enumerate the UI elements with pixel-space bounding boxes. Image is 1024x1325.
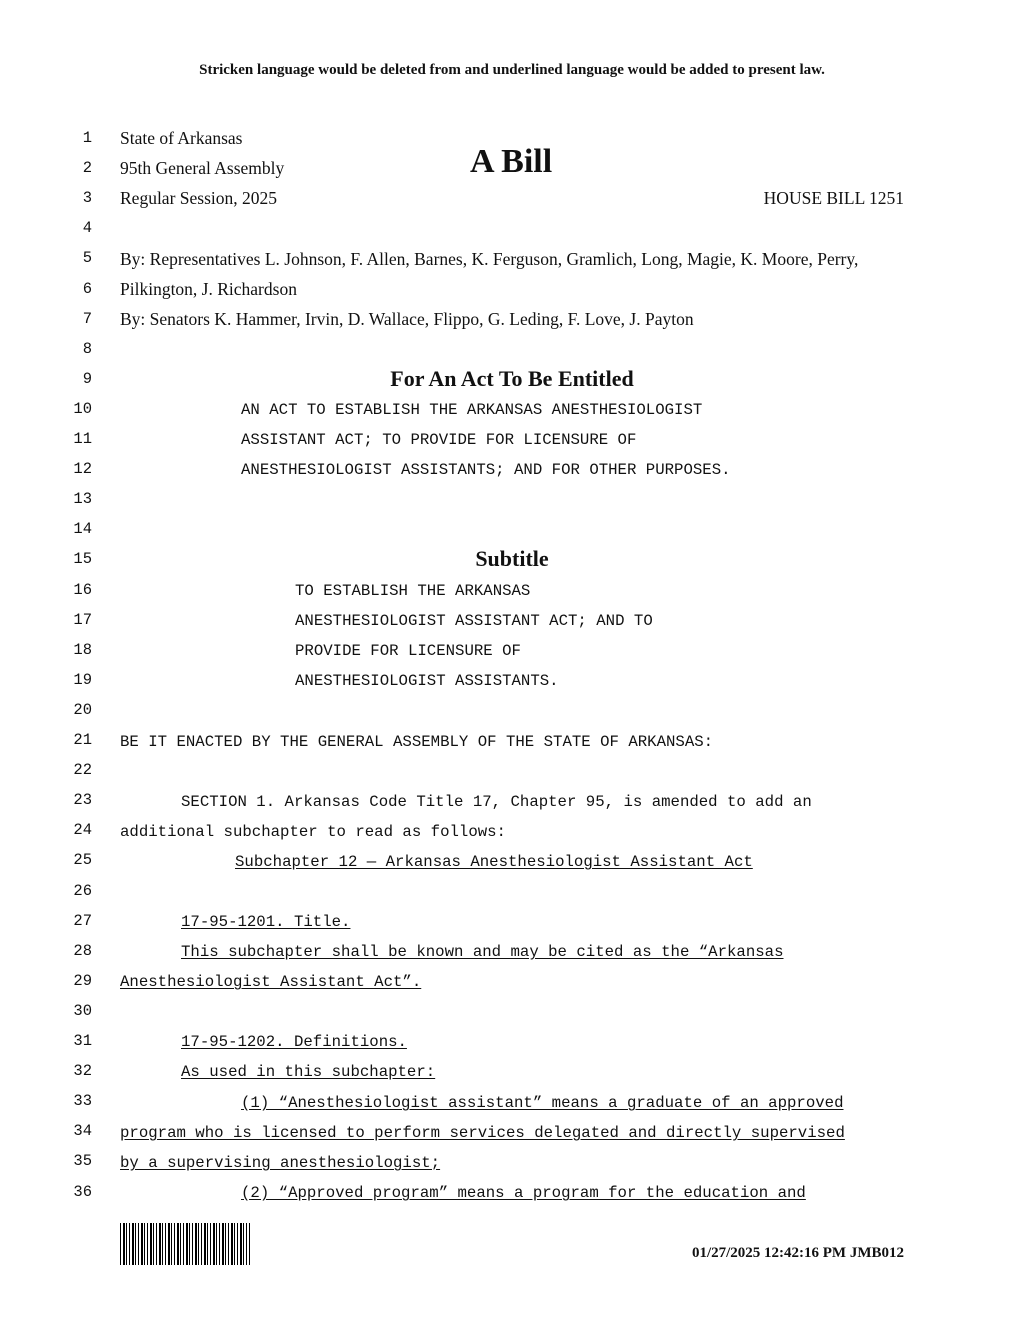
line-number: 3 bbox=[82, 189, 92, 208]
line-number: 34 bbox=[73, 1122, 92, 1141]
title-line: ANESTHESIOLOGIST ASSISTANTS; AND FOR OTHER PURPOSES. bbox=[241, 461, 731, 479]
line-number: 4 bbox=[82, 219, 92, 238]
title-line: ASSISTANT ACT; TO PROVIDE FOR LICENSURE OF bbox=[241, 431, 637, 449]
state-name: State of Arkansas bbox=[120, 128, 243, 148]
section-1201-text: Anesthesiologist Assistant Act”. bbox=[120, 973, 422, 991]
line-number: 22 bbox=[73, 761, 92, 780]
print-timestamp: 01/27/2025 12:42:16 PM JMB012 bbox=[691, 1245, 904, 1261]
line-number: 8 bbox=[82, 339, 92, 358]
line-number: 24 bbox=[73, 821, 92, 840]
line-number: 2 bbox=[82, 159, 92, 178]
line-number: 23 bbox=[73, 791, 92, 810]
line-number: 20 bbox=[73, 700, 92, 719]
line-number: 21 bbox=[73, 731, 92, 749]
bill-number: HOUSE BILL 1251 bbox=[763, 188, 904, 208]
line-number: 31 bbox=[73, 1032, 92, 1050]
line-number: 6 bbox=[82, 279, 92, 298]
line-number: 9 bbox=[82, 369, 92, 388]
line-number: 33 bbox=[73, 1092, 92, 1111]
title-heading: For An Act To Be Entitled bbox=[390, 366, 634, 391]
line-number: 12 bbox=[73, 460, 92, 479]
definition-1: by a supervising anesthesiologist; bbox=[120, 1154, 441, 1172]
subchapter-heading: Subchapter 12 — Arkansas Anesthesiologist Assistant Act bbox=[235, 853, 753, 871]
line-number: 36 bbox=[73, 1182, 92, 1201]
enacting-clause: BE IT ENACTED BY THE GENERAL ASSEMBLY OF THE STATE OF ARKANSAS: bbox=[120, 733, 714, 751]
barcode bbox=[120, 1223, 250, 1265]
line-number: 32 bbox=[73, 1062, 92, 1081]
document-type: A Bill bbox=[470, 143, 553, 180]
line-number: 1 bbox=[82, 129, 92, 147]
sponsors-senators: By: Senators K. Hammer, Irvin, D. Wallace, Flippo, G. Leding, F. Love, J. Payton bbox=[120, 309, 694, 329]
title-line: AN ACT TO ESTABLISH THE ARKANSAS ANESTHESIOLOGIST bbox=[241, 401, 703, 419]
section-1202-intro: As used in this subchapter: bbox=[181, 1063, 436, 1081]
general-assembly: 95th General Assembly bbox=[120, 158, 285, 178]
definition-2: (2) “Approved program” means a program for the education and bbox=[241, 1184, 806, 1202]
subtitle-heading: Subtitle bbox=[475, 546, 549, 571]
line-number: 17 bbox=[73, 610, 92, 629]
section-1201-heading: 17-95-1201. Title. bbox=[181, 913, 351, 931]
section-1-text: SECTION 1. Arkansas Code Title 17, Chapter 95, is amended to add an bbox=[181, 793, 812, 811]
sponsors-representatives-continued: Pilkington, J. Richardson bbox=[120, 279, 297, 299]
line-number: 30 bbox=[73, 1001, 92, 1020]
section-1-text: additional subchapter to read as follows: bbox=[120, 823, 506, 841]
line-number: 18 bbox=[73, 640, 92, 659]
line-number: 35 bbox=[73, 1152, 92, 1171]
line-number: 13 bbox=[73, 490, 92, 509]
subtitle-line: ANESTHESIOLOGIST ASSISTANTS. bbox=[295, 672, 559, 690]
line-number: 28 bbox=[73, 941, 92, 960]
line-number: 16 bbox=[73, 580, 92, 599]
line-number: 10 bbox=[73, 399, 92, 418]
section-1202-heading: 17-95-1202. Definitions. bbox=[181, 1033, 407, 1051]
line-number: 29 bbox=[73, 971, 92, 990]
line-number: 15 bbox=[73, 550, 92, 569]
line-number: 14 bbox=[73, 520, 92, 539]
line-number: 27 bbox=[73, 911, 92, 930]
line-number: 19 bbox=[73, 670, 92, 689]
line-number: 5 bbox=[82, 249, 92, 268]
notice-banner: Stricken language would be deleted from and underlined language would be added to present law. bbox=[199, 62, 825, 78]
subtitle-line: PROVIDE FOR LICENSURE OF bbox=[295, 642, 521, 660]
subtitle-line: ANESTHESIOLOGIST ASSISTANT ACT; AND TO bbox=[295, 612, 653, 630]
definition-1: program who is licensed to perform services delegated and directly supervised bbox=[120, 1124, 845, 1142]
line-number: 11 bbox=[73, 430, 92, 448]
section-1201-text: This subchapter shall be known and may be cited as the “Arkansas bbox=[181, 943, 784, 961]
subtitle-line: TO ESTABLISH THE ARKANSAS bbox=[295, 582, 531, 600]
line-number: 25 bbox=[73, 851, 92, 870]
definition-1: (1) “Anesthesiologist assistant” means a graduate of an approved bbox=[241, 1094, 844, 1112]
line-number: 7 bbox=[82, 309, 92, 328]
session: Regular Session, 2025 bbox=[120, 188, 278, 208]
line-number: 26 bbox=[73, 881, 92, 900]
sponsors-representatives: By: Representatives L. Johnson, F. Allen, Barnes, K. Ferguson, Gramlich, Long, Magie, K. Moore, Perry, bbox=[120, 249, 859, 269]
